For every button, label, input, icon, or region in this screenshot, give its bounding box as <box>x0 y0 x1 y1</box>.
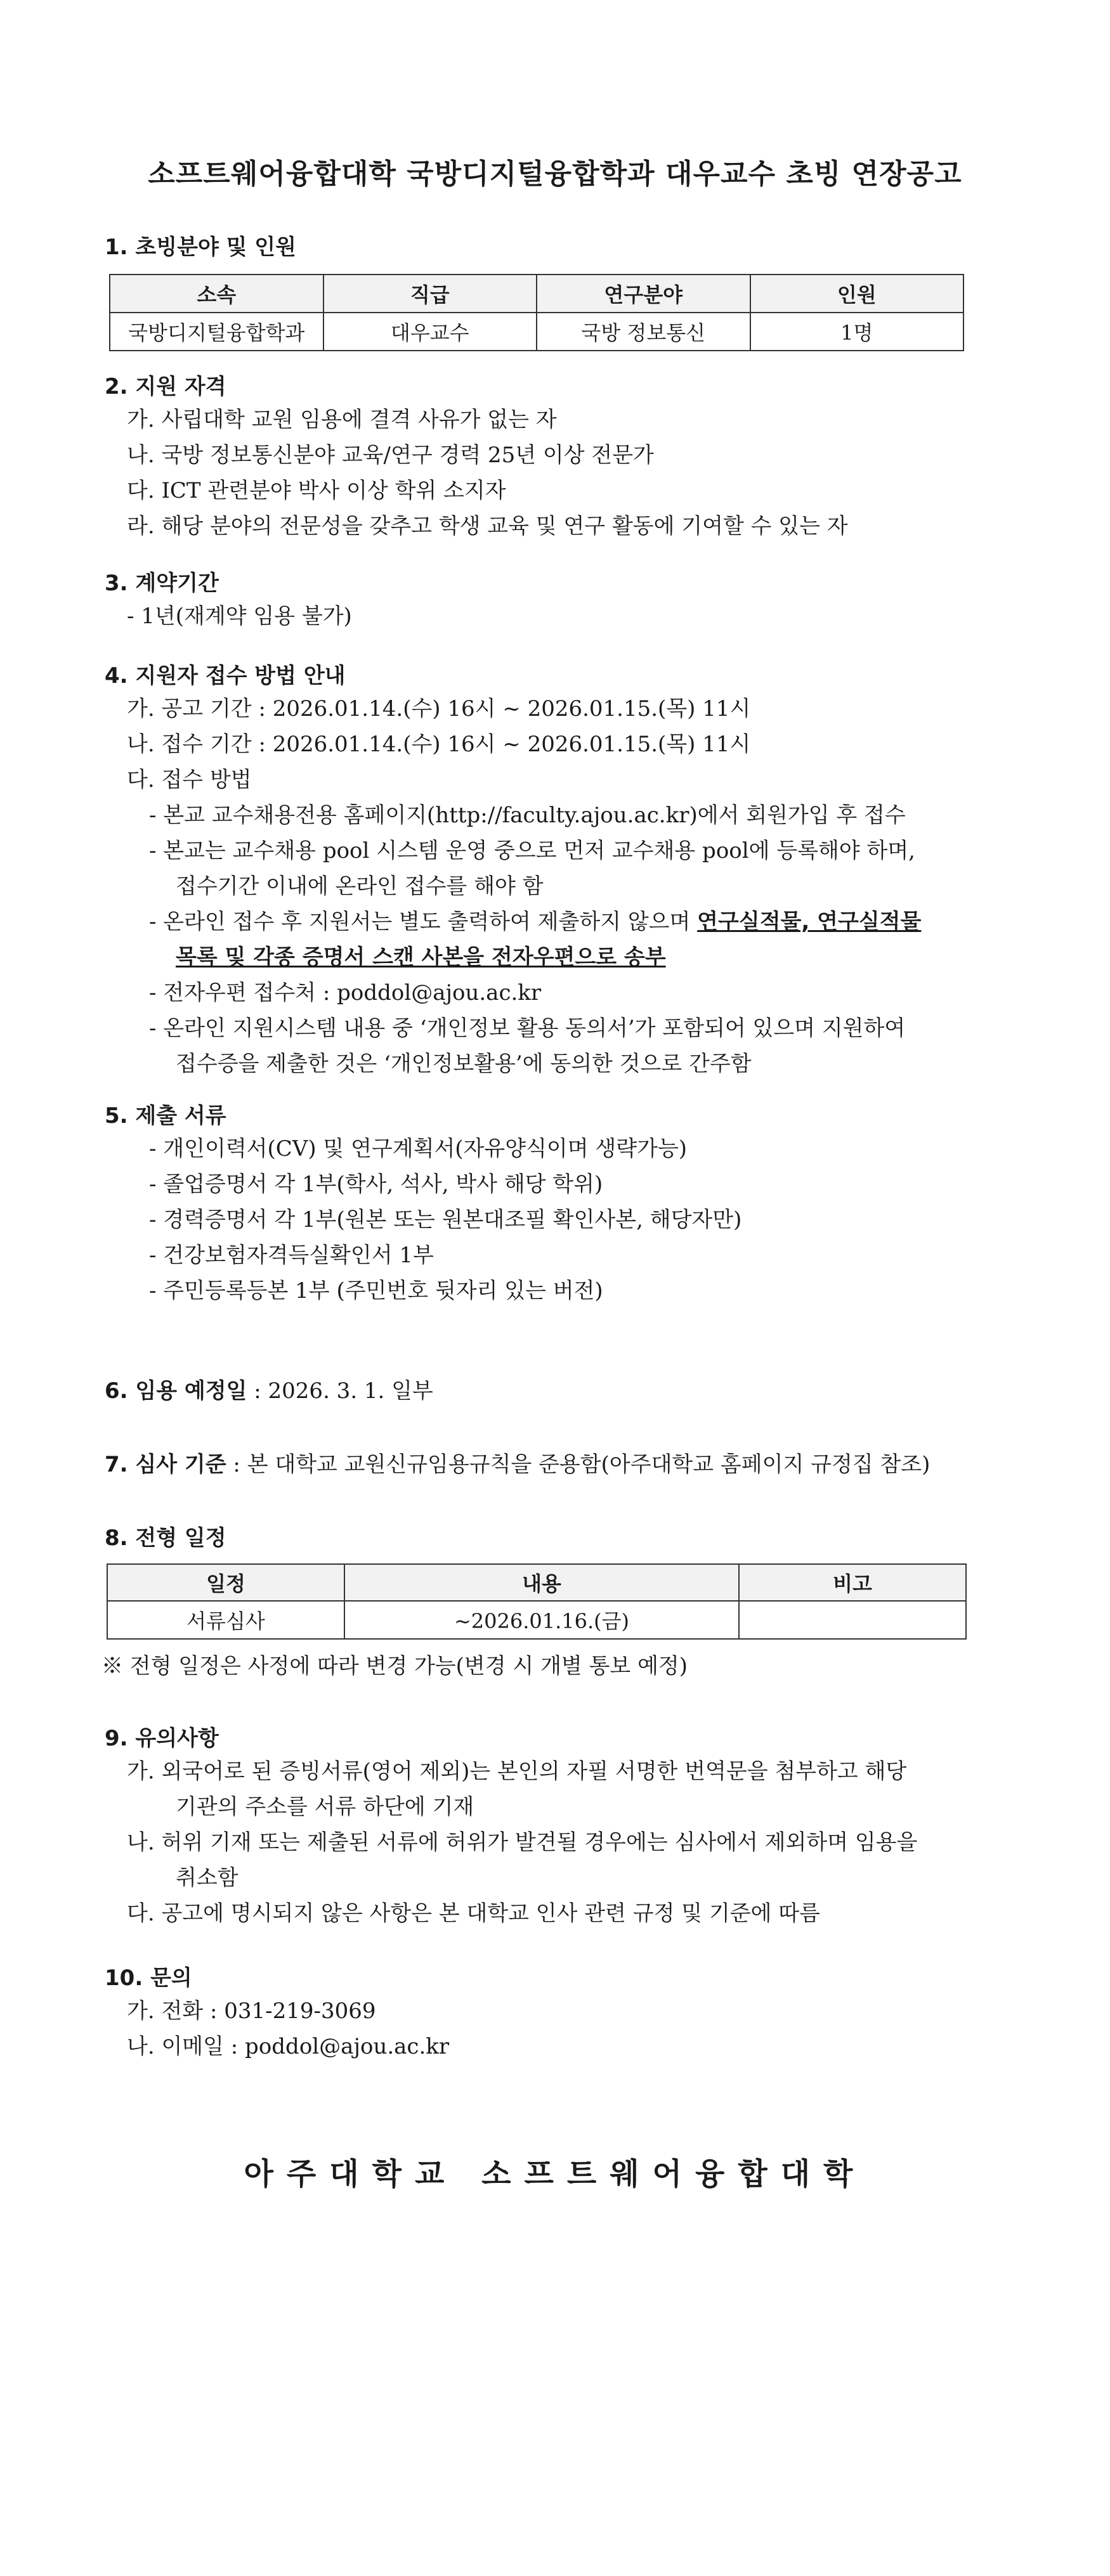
section-heading: 1. 초빙분야 및 인원 <box>105 235 296 260</box>
section-heading: 2. 지원 자격 <box>105 374 226 399</box>
list-item-continued: 기관의 주소를 서류 하단에 기재 <box>176 1794 474 1820</box>
list-item-continued <box>105 940 1005 975</box>
section-required-documents <box>105 1101 1005 1309</box>
list-item: - 온라인 지원시스템 내용 중 ‘개인정보 활용 동의서’가 포함되어 있으며 지원하여 <box>149 1016 906 1041</box>
page-title: 소프트웨어융합대학 국방디지털융합학과 대우교수 초빙 연장공고 <box>148 158 962 190</box>
section-heading: 4. 지원자 접수 방법 안내 <box>105 663 346 689</box>
section-schedule <box>105 1523 1005 1553</box>
table-header-cell: 소속 <box>110 275 323 313</box>
list-item: - 개인이력서(CV) 및 연구계획서(자유양식이며 생략가능) <box>149 1136 688 1162</box>
list-item: 가. 사립대학 교원 임용에 결격 사유가 없는 자 <box>127 407 557 432</box>
list-item: 나. 접수 기간 : 2026.01.14.(수) 16시 ~ 2026.01.15.(목) 11시 <box>127 732 751 757</box>
table-header-cell: 비고 <box>739 1564 966 1601</box>
list-item: - 건강보험자격득실확인서 1부 <box>149 1243 434 1268</box>
contact-email: 나. 이메일 : poddol@ajou.ac.kr <box>127 2034 450 2059</box>
section-value: : 2026. 3. 1. 일부 <box>247 1378 433 1404</box>
list-item: - 전자우편 접수처 : poddol@ajou.ac.kr <box>149 980 542 1006</box>
emphasis-text: 연구실적물, 연구실적물 <box>697 909 922 935</box>
list-item: - 1년(재계약 임용 불가) <box>127 604 352 629</box>
table-header-cell: 인원 <box>750 275 964 313</box>
table-cell: 대우교수 <box>323 313 537 351</box>
table-cell: 국방 정보통신 <box>537 313 750 351</box>
table-header-cell: 직급 <box>323 275 537 313</box>
table-cell: 1명 <box>750 313 964 351</box>
section-notes <box>105 1723 1005 1931</box>
schedule-table <box>107 1563 967 1640</box>
footer-institution: 아주대학교 소프트웨어융합대학 <box>244 2156 866 2192</box>
list-item: 다. 접수 방법 <box>127 767 252 793</box>
list-item-continued: 접수기간 이내에 온라인 접수를 해야 함 <box>176 874 544 899</box>
list-item: 나. 국방 정보통신분야 교육/연구 경력 25년 이상 전문가 <box>127 443 654 468</box>
section-heading: 3. 계약기간 <box>105 571 219 596</box>
list-item: - 본교 교수채용전용 홈페이지(http://faculty.ajou.ac.kr)에서 회원가입 후 접수 <box>149 803 906 828</box>
section-value: : 본 대학교 교원신규임용규칙을 준용함(아주대학교 홈페이지 규정집 참조) <box>226 1452 930 1477</box>
section-heading: 9. 유의사항 <box>105 1726 219 1751</box>
section-heading: 7. 심사 기준 <box>105 1452 226 1477</box>
section-contract-period <box>105 568 1005 634</box>
list-item: 라. 해당 분야의 전문성을 갖추고 학생 교육 및 연구 활동에 기여할 수 있는 자 <box>127 514 848 539</box>
table-row <box>110 313 963 351</box>
schedule-note: ※ 전형 일정은 사정에 따라 변경 가능(변경 시 개별 통보 예정) <box>101 1654 688 1679</box>
contact-phone: 가. 전화 : 031-219-3069 <box>127 1998 376 2024</box>
list-item: 가. 공고 기간 : 2026.01.14.(수) 16시 ~ 2026.01.15.(목) 11시 <box>127 696 751 722</box>
table-header-cell: 일정 <box>107 1564 344 1601</box>
list-item: 다. ICT 관련분야 박사 이상 학위 소지자 <box>127 478 506 503</box>
emphasis-text: 목록 및 각종 증명서 스캔 사본을 전자우편으로 송부 <box>176 945 666 970</box>
table-cell <box>739 1601 966 1639</box>
section-heading: 8. 전형 일정 <box>105 1525 226 1551</box>
section-contact <box>105 1963 1005 2064</box>
table-header-cell: 연구분야 <box>537 275 750 313</box>
list-item <box>105 904 1005 940</box>
list-item: - 졸업증명서 각 1부(학사, 석사, 박사 해당 학위) <box>149 1172 603 1197</box>
table-cell: 서류심사 <box>107 1601 344 1639</box>
section-appointment-date <box>105 1376 1005 1406</box>
section-heading: 5. 제출 서류 <box>105 1103 226 1129</box>
section-qualifications <box>105 372 1005 544</box>
list-item-continued: 취소함 <box>176 1865 238 1891</box>
list-item: 다. 공고에 명시되지 않은 사항은 본 대학교 인사 관련 규정 및 기준에 따름 <box>127 1901 820 1926</box>
section-review-criteria <box>105 1449 1005 1480</box>
list-item: 가. 외국어로 된 증빙서류(영어 제외)는 본인의 자필 서명한 번역문을 첨부하고 해당 <box>127 1759 907 1784</box>
table-row <box>107 1601 966 1639</box>
schedule-note-block <box>101 1651 1002 1681</box>
list-item: - 경력증명서 각 1부(원본 또는 원본대조필 확인사본, 해당자만) <box>149 1207 742 1233</box>
table-cell: ~2026.01.16.(금) <box>344 1601 739 1639</box>
section-application-method <box>105 661 1005 1082</box>
recruitment-table <box>109 274 964 351</box>
list-item: - 주민등록등본 1부 (주민번호 뒷자리 있는 버전) <box>149 1278 603 1304</box>
list-item-continued: 접수증을 제출한 것은 ‘개인정보활용’에 동의한 것으로 간주함 <box>176 1051 752 1077</box>
list-item: 나. 허위 기재 또는 제출된 서류에 허위가 발견될 경우에는 심사에서 제외하며 임용을 <box>127 1830 918 1855</box>
table-cell: 국방디지털융합학과 <box>110 313 323 351</box>
section-heading: 6. 임용 예정일 <box>105 1378 247 1404</box>
table-header-cell: 내용 <box>344 1564 739 1601</box>
section-heading: 10. 문의 <box>105 1965 192 1991</box>
list-item: - 본교는 교수채용 pool 시스템 운영 중으로 먼저 교수채용 pool에 등록해야 하며, <box>149 838 915 864</box>
list-item-text: - 온라인 접수 후 지원서는 별도 출력하여 제출하지 않으며 <box>149 909 698 935</box>
section-recruitment-field <box>105 232 1005 262</box>
